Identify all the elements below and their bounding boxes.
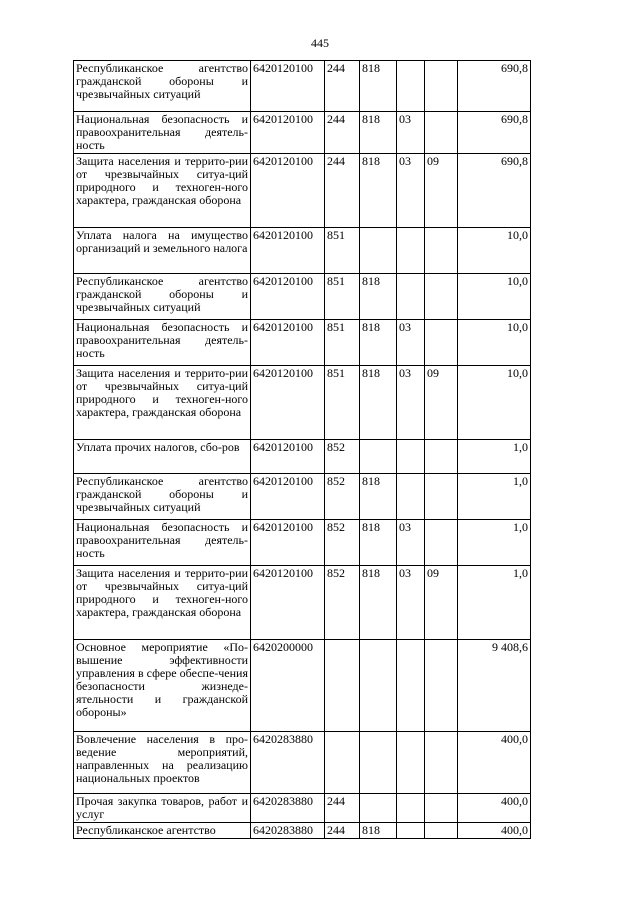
expense-type-cell: 852 [325,474,360,520]
section-cell [397,274,425,320]
expense-type-cell: 851 [325,274,360,320]
administrator-cell [360,794,397,823]
section-cell [397,794,425,823]
section-cell: 03 [397,112,425,154]
expense-type-cell: 851 [325,320,360,366]
section-cell [397,732,425,794]
item-name-cell: Республиканское агентство гражданской обороны и чрезвычайных ситуаций [74,474,251,520]
target-article-cell: 6420120100 [251,61,325,112]
subsection-cell [425,794,458,823]
section-cell [397,440,425,474]
table-row [74,732,531,794]
expense-type-cell: 851 [325,228,360,274]
table-row [74,228,531,274]
table-row [74,61,531,112]
table-row [74,823,531,839]
subsection-cell [425,320,458,366]
section-cell: 03 [397,566,425,640]
item-name-cell: Республиканское агентство гражданской обороны и чрезвычайных ситуаций [74,274,251,320]
section-cell [397,823,425,839]
subsection-cell [425,823,458,839]
item-name-cell: Уплата налога на имущество организаций и земельного налога [74,228,251,274]
item-name-cell: Национальная безопасность и правоохранительная деятель-ность [74,320,251,366]
subsection-cell [425,474,458,520]
amount-cell: 1,0 [458,566,531,640]
item-name-cell: Прочая закупка товаров, работ и услуг [74,794,251,823]
budget-table [73,60,531,839]
amount-cell: 10,0 [458,228,531,274]
administrator-cell: 818 [360,823,397,839]
table-row [74,440,531,474]
target-article-cell: 6420120100 [251,154,325,228]
amount-cell: 690,8 [458,61,531,112]
table-row [74,154,531,228]
table-row [74,566,531,640]
expense-type-cell: 851 [325,366,360,440]
administrator-cell: 818 [360,366,397,440]
expense-type-cell: 244 [325,823,360,839]
table-row [74,112,531,154]
administrator-cell [360,228,397,274]
expense-type-cell [325,732,360,794]
subsection-cell: 09 [425,154,458,228]
amount-cell: 690,8 [458,154,531,228]
expense-type-cell: 244 [325,112,360,154]
subsection-cell [425,520,458,566]
amount-cell: 690,8 [458,112,531,154]
expense-type-cell: 852 [325,520,360,566]
table-body [74,61,531,839]
table-row [74,366,531,440]
subsection-cell: 09 [425,566,458,640]
target-article-cell: 6420283880 [251,823,325,839]
administrator-cell [360,640,397,732]
amount-cell: 1,0 [458,520,531,566]
page-number: 445 [311,36,329,50]
table-row [74,274,531,320]
section-cell [397,228,425,274]
subsection-cell [425,640,458,732]
target-article-cell: 6420200000 [251,640,325,732]
target-article-cell: 6420120100 [251,320,325,366]
administrator-cell: 818 [360,474,397,520]
target-article-cell: 6420120100 [251,440,325,474]
item-name-cell: Республиканское агентство [74,823,251,839]
expense-type-cell: 244 [325,794,360,823]
section-cell: 03 [397,366,425,440]
target-article-cell: 6420120100 [251,274,325,320]
subsection-cell [425,61,458,112]
amount-cell: 9 408,6 [458,640,531,732]
item-name-cell: Основное мероприятие «По-вышение эффективности управления в сфере обеспе-чения безопасности жизнеде-ятельности и гражданской обороны» [74,640,251,732]
section-cell: 03 [397,520,425,566]
amount-cell: 1,0 [458,440,531,474]
table-row [74,320,531,366]
expense-type-cell: 244 [325,154,360,228]
administrator-cell: 818 [360,566,397,640]
item-name-cell: Вовлечение населения в про-ведение мероприятий, направленных на реализацию национальных проектов [74,732,251,794]
subsection-cell: 09 [425,366,458,440]
target-article-cell: 6420283880 [251,732,325,794]
amount-cell: 10,0 [458,320,531,366]
amount-cell: 400,0 [458,732,531,794]
subsection-cell [425,112,458,154]
administrator-cell: 818 [360,320,397,366]
item-name-cell: Национальная безопасность и правоохранительная деятель-ность [74,112,251,154]
target-article-cell: 6420120100 [251,228,325,274]
target-article-cell: 6420120100 [251,520,325,566]
item-name-cell: Республиканское агентство гражданской обороны и чрезвычайных ситуаций [74,61,251,112]
target-article-cell: 6420120100 [251,566,325,640]
target-article-cell: 6420120100 [251,366,325,440]
expense-type-cell [325,640,360,732]
item-name-cell: Защита населения и террито-рии от чрезвычайных ситуа-ций природного и техноген-ного характера, гражданская оборона [74,154,251,228]
expense-type-cell: 852 [325,440,360,474]
section-cell [397,61,425,112]
amount-cell: 400,0 [458,823,531,839]
table-row [74,640,531,732]
administrator-cell [360,440,397,474]
expense-type-cell: 244 [325,61,360,112]
amount-cell: 1,0 [458,474,531,520]
item-name-cell: Уплата прочих налогов, сбо-ров [74,440,251,474]
table-row [74,474,531,520]
target-article-cell: 6420120100 [251,474,325,520]
target-article-cell: 6420120100 [251,112,325,154]
subsection-cell [425,228,458,274]
table-row [74,520,531,566]
amount-cell: 10,0 [458,366,531,440]
subsection-cell [425,440,458,474]
item-name-cell: Защита населения и террито-рии от чрезвычайных ситуа-ций природного и техноген-ного характера, гражданская оборона [74,366,251,440]
section-cell: 03 [397,154,425,228]
target-article-cell: 6420283880 [251,794,325,823]
section-cell [397,474,425,520]
administrator-cell: 818 [360,61,397,112]
section-cell [397,640,425,732]
administrator-cell: 818 [360,520,397,566]
table-row [74,794,531,823]
amount-cell: 400,0 [458,794,531,823]
administrator-cell: 818 [360,112,397,154]
subsection-cell [425,274,458,320]
administrator-cell [360,732,397,794]
administrator-cell: 818 [360,154,397,228]
item-name-cell: Защита населения и террито-рии от чрезвычайных ситуа-ций природного и техноген-ного характера, гражданская оборона [74,566,251,640]
section-cell: 03 [397,320,425,366]
amount-cell: 10,0 [458,274,531,320]
administrator-cell: 818 [360,274,397,320]
subsection-cell [425,732,458,794]
expense-type-cell: 852 [325,566,360,640]
item-name-cell: Национальная безопасность и правоохранительная деятель-ность [74,520,251,566]
